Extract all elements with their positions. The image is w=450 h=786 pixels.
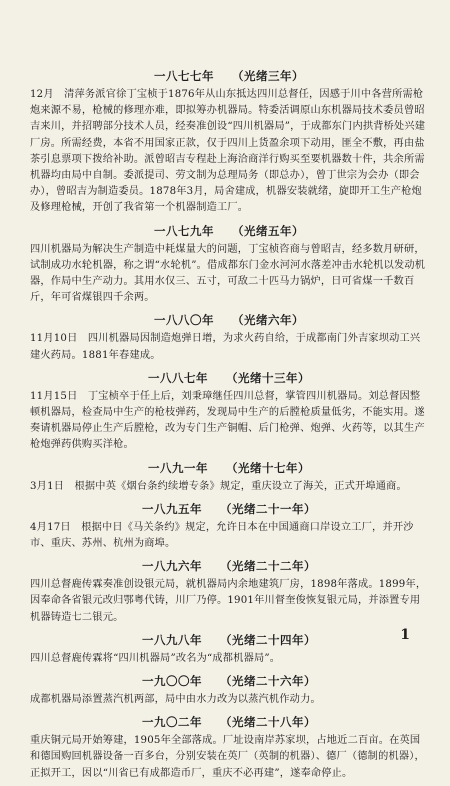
entry-paragraph: 四川总督鹿传霖奏准创设银元局，就机器局内余地建筑厂房，1898年落成。1899年，因奉命各省银元改归鄂粤代铸，川厂乃停。1901年川督奎俊恢复银元局，并添置专用机器铸造七二银元。 [30, 579, 427, 623]
chronology-entry [30, 460, 428, 495]
entry-era: （光绪五年） [232, 223, 304, 238]
entry-heading [30, 673, 428, 689]
entry-era: （光绪三年） [232, 69, 304, 83]
entry-paragraph: 3月1日 根据中英《烟台条约续增专条》规定，重庆设立了海关，正式开埠通商。 [30, 480, 407, 492]
entry-era: （光绪十三年） [226, 370, 310, 385]
entry-heading [30, 714, 428, 730]
entry-paragraph: 12月 清萍务派官徐丁宝桢于1876年从山东抵达四川总督任，因感于川中各营所需枪炮来源不易，枪械的修理亦难，即拟筹办机器局。特委活调原山东机器局技术委员曾昭吉来川，并招聘部分技术人员，经奏准创设“四川机器局”，于成都东门内拱背桥处兴建厂房。所需经费，本省不用国家正款，仅于四川上货盈余项下动用，匪全不敷，再由盐茶引息票项下拨给补助。派曾昭吉专程赴上海洽商洋行购买至要机器数十件，共余所需机器均由局中自制。委派提司、劳文制为总理局务（即总办），曾丁世宗为会办（即会办），曾昭吉为制造委员。1878年3月，局舍建成，机器安装就绪，旋即开工生产枪炮及修理枪械，开创了我省第一个机器制造工厂。 [30, 89, 426, 214]
entry-year: 一八七七年 [154, 69, 214, 83]
entry-heading [30, 558, 428, 574]
chronology-entry [30, 312, 428, 363]
entry-era: （光绪二十一年） [220, 501, 316, 516]
chronology-entry [30, 632, 428, 667]
entry-paragraph: 四川机器局为解决生产制造中耗煤量大的问题，丁宝桢咨商与曾昭吉，经多数月研研，试制成功水轮机器，称之谓“水轮机”。借成都东门金水河河水落差冲击水轮机以发动机器，作局中生产动力。其用水仅三、五寸，可敌二十匹马力锅炉，日可省煤一千数百斤，年可省煤银四千余两。 [30, 243, 426, 304]
entry-year: 一八七九年 [154, 223, 214, 238]
entry-heading [30, 223, 428, 239]
entry-era: （光绪二十二年） [220, 559, 316, 574]
entry-paragraph: 重庆铜元局开始筹建，1905年全部落成。厂址设南岸苏家坝，占地近二百亩。在英国和德国购回机器设备一百多台，分别安装在英厂（英制的机器）、德厂（德制的机器），正拟开工，因以“川省已有成都造币厂，重庆不必再建”，遂奉命停止。 [30, 735, 425, 779]
entry-year: 一九〇二年 [142, 715, 202, 730]
document-page [30, 62, 428, 786]
entry-paragraph: 11月10日 四川机器局因制造炮弹日增，为求火药自给，于成都南门外吉家坝动工兴建火药局。1881年春建成。 [30, 333, 421, 361]
chronology-entry [30, 714, 428, 782]
entry-year: 一八九五年 [142, 501, 202, 516]
entry-era: （光绪二十六年） [220, 674, 316, 689]
entry-year: 一八九八年 [142, 632, 202, 647]
entry-heading [30, 312, 428, 328]
entry-heading [30, 501, 428, 517]
chronology-entry [30, 223, 428, 307]
entry-era: （光绪二十八年） [220, 715, 316, 730]
entry-heading [30, 68, 428, 84]
entry-paragraph: 成都机器局添置蒸汽机两部，局中由水力改为以蒸汽机作动力。 [30, 694, 321, 706]
chronology-entry [30, 558, 428, 626]
chronology-entry [30, 501, 428, 552]
entry-heading [30, 632, 428, 648]
entry-era: （光绪十七年） [226, 460, 310, 475]
entry-era: （光绪六年） [232, 313, 304, 328]
entry-year: 一八九六年 [142, 559, 202, 574]
entry-heading [30, 460, 428, 476]
chronology-entry [30, 673, 428, 708]
entry-year: 一八八〇年 [154, 313, 214, 328]
entry-era: （光绪二十四年） [220, 632, 316, 647]
entry-year: 一八八七年 [148, 370, 208, 385]
entry-year: 一九〇〇年 [142, 674, 202, 689]
chronology-entry [30, 370, 428, 454]
page-number: 1 [400, 627, 410, 643]
entry-year: 一八九一年 [148, 460, 208, 475]
entry-paragraph: 四川总督鹿传霖将“四川机器局”改名为“成都机器局”。 [30, 652, 281, 664]
chronology-entry [30, 68, 428, 217]
entry-heading [30, 370, 428, 386]
entry-paragraph: 4月17日 根据中日《马关条约》规定，允许日本在中国通商口岸设立工厂，并开沙市、重庆、苏州、杭州为商埠。 [30, 521, 414, 550]
entry-paragraph: 11月15日 丁宝桢卒于任上后，刘秉璋继任四川总督，掌管四川机器局。刘总督因整顿机器局，检查局中生产的枪枝弹药，发现局中生产的后膛枪质量低劣，不能实用。遂奏请机器局停止生产后膛枪，改为专门生产铜帽、后门枪弹、炮弹、火药等，以其生产枪炮弹药供购买洋枪。 [30, 390, 425, 451]
